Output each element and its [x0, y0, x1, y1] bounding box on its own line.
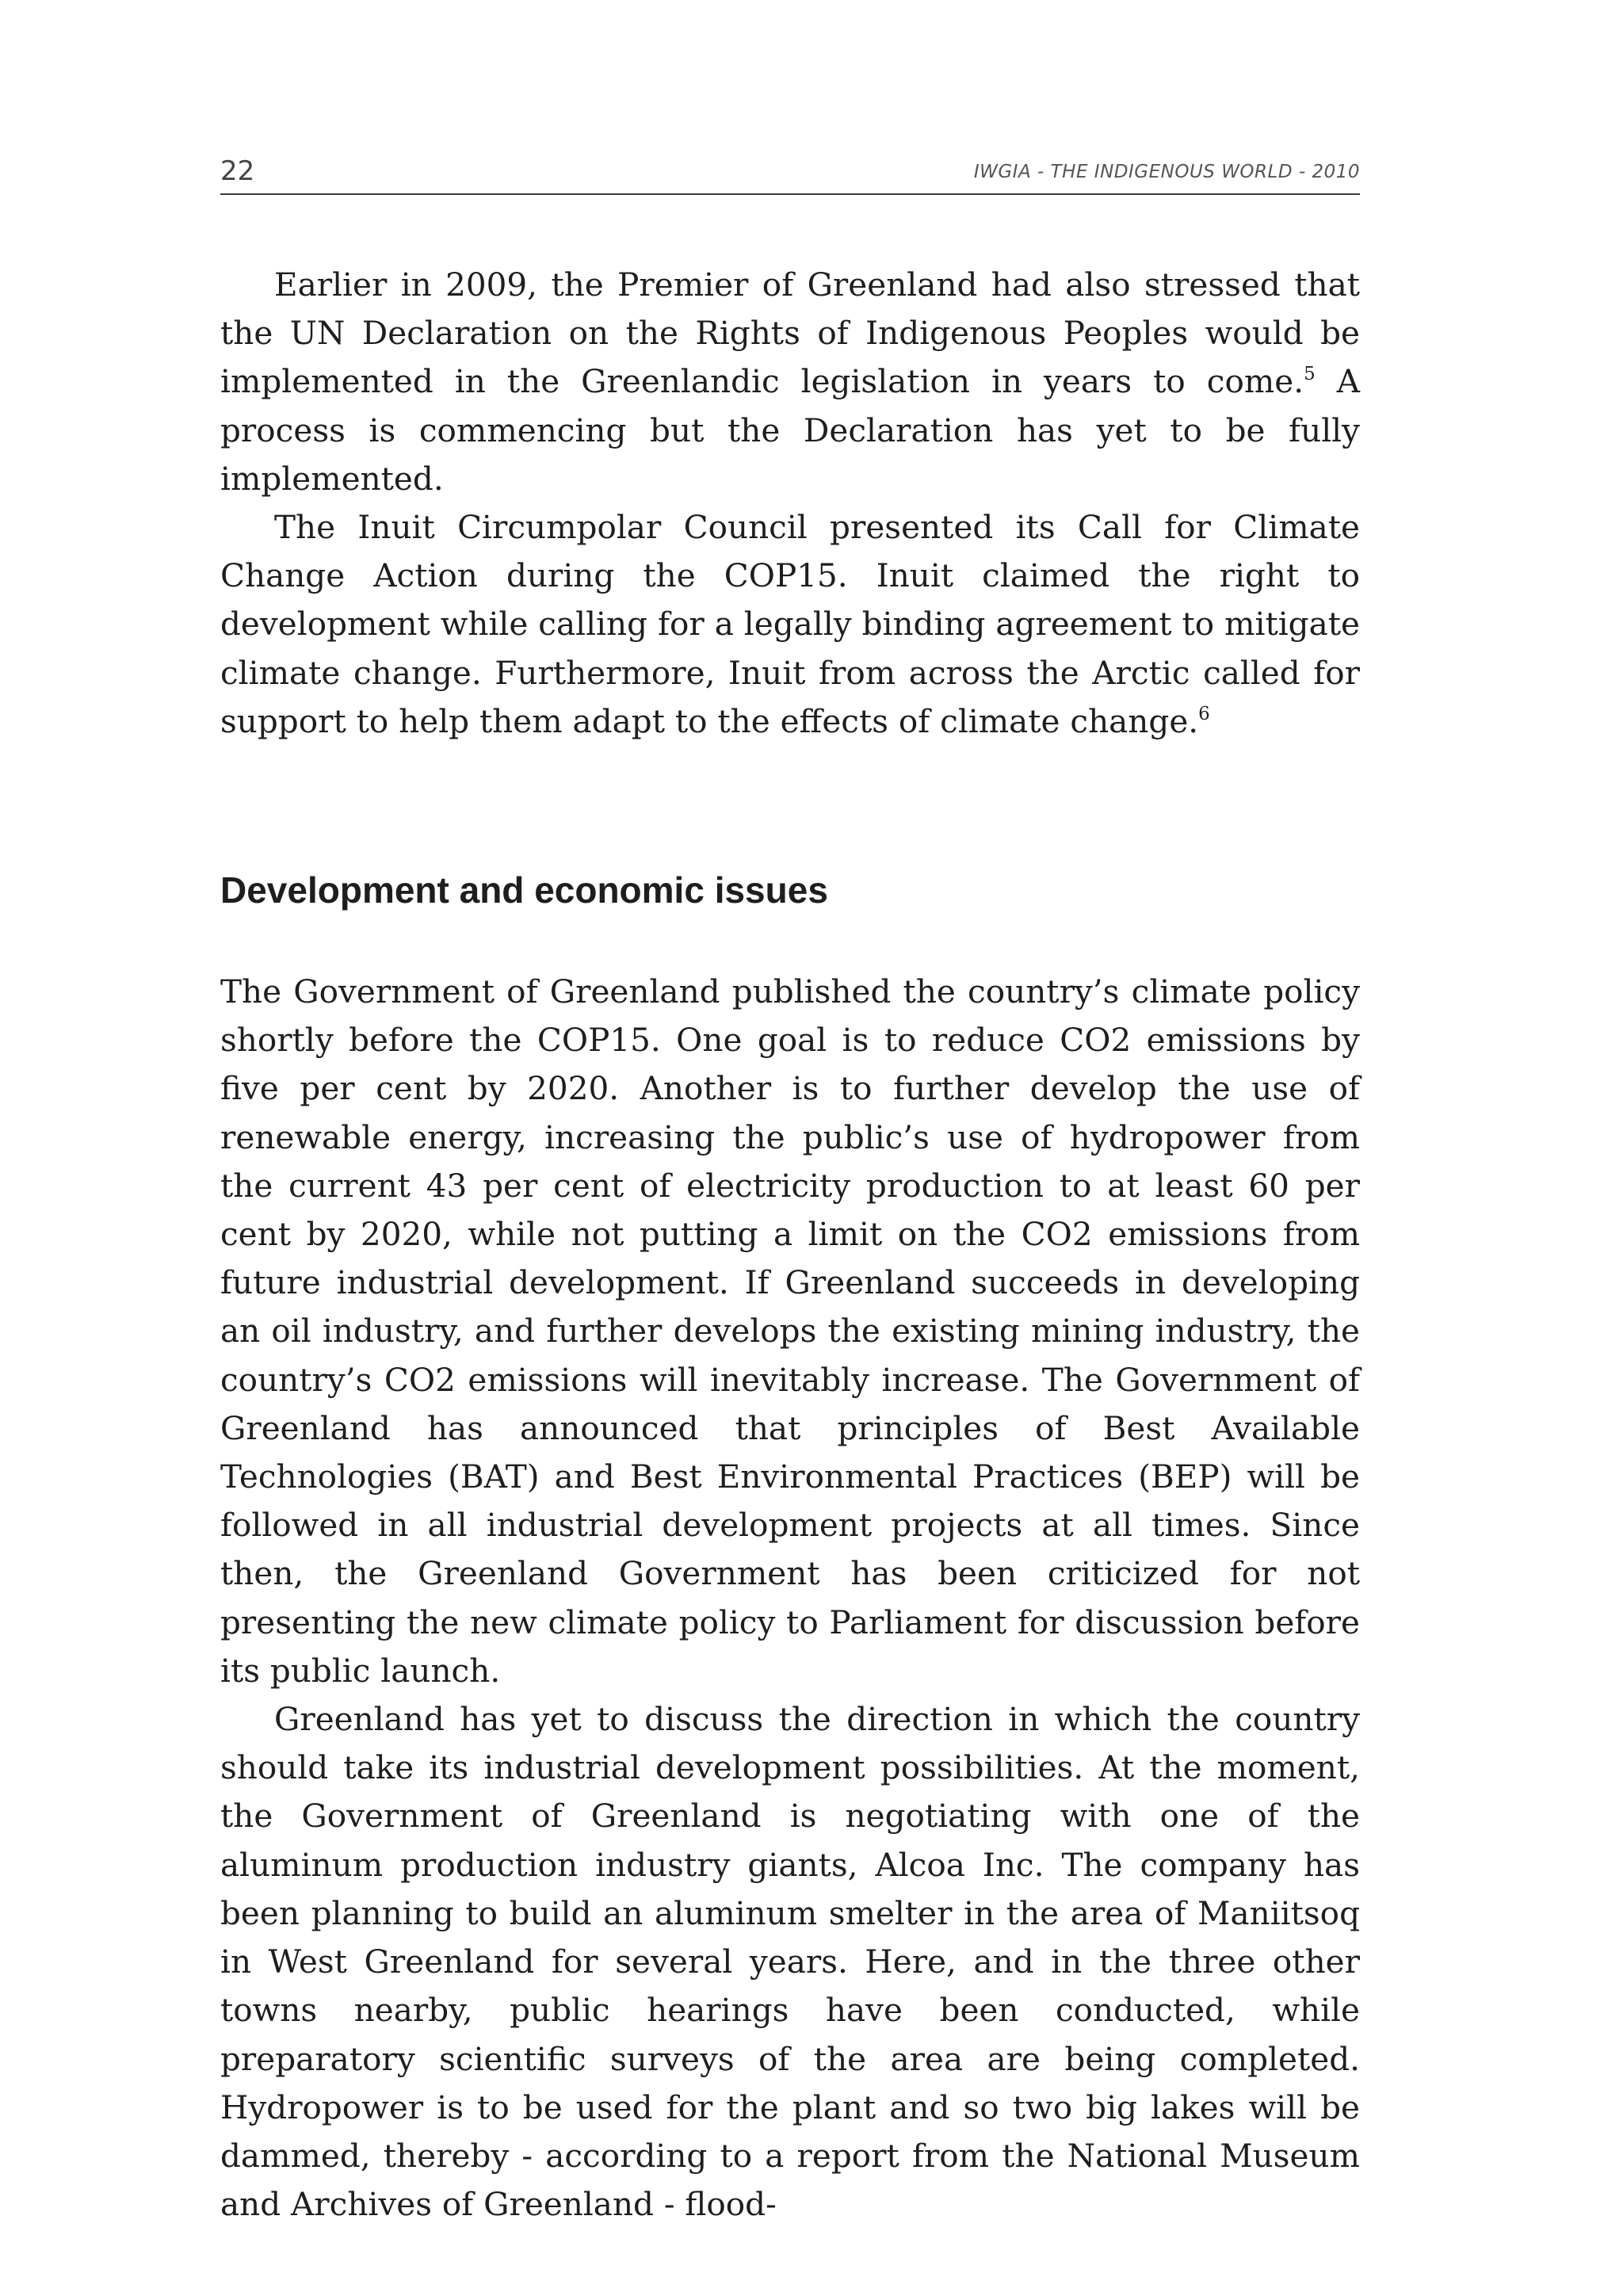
paragraph: Greenland has yet to discuss the direction in which the country should take its industrial development possibilities. At the moment, the Government of Greenland is negotiating with one of the aluminum production industry giants, Alcoa Inc. The company has been planning to build an aluminum smelter in the area of Maniitsoq in West Greenland for several years. Here, and in the three other towns nearby, public hearings have been conducted, while preparatory scientific surveys of the area are being completed. Hydropower is to be used for the plant and so two big lakes will be dammed, thereby - according to a report from the National Museum and Archives of Greenland - flood- [220, 1700, 1360, 2224]
footnote-marker: 6 [1198, 703, 1210, 724]
paragraph [220, 503, 1360, 746]
intro-section [220, 261, 1360, 746]
section-heading: Development and economic issues [220, 869, 828, 911]
footnote-marker: 5 [1304, 364, 1316, 385]
paragraph-text: The Inuit Circumpolar Council presented its Call for Climate Change Action during the COP15. Inuit claimed the right to development while calling for a legally binding agreement to mitigate climate change. Furthermore, Inuit from across the Arctic called for support to help them adapt to the effects of climate change. [220, 508, 1360, 740]
page-number: 22 [220, 155, 255, 187]
development-section [220, 968, 1360, 2229]
paragraph-text: A process is commencing but the Declaration has yet to be fully implemented. [220, 362, 1360, 498]
paragraph-text: Earlier in 2009, the Premier of Greenland had also stressed that the UN Declaration on the Rights of Indigenous Peoples would be implemented in the Greenlandic legislation in years to come. [220, 266, 1360, 401]
paragraph [220, 261, 1360, 503]
book-page [220, 151, 1360, 2229]
paragraph: The Government of Greenland published the country’s climate policy shortly before the COP15. One goal is to reduce CO2 emissions by five per cent by 2020. Another is to further develop the use of renewable energy, increasing the public’s use of hydropower from the current 43 per cent of electricity production to at least 60 per cent by 2020, while not putting a limit on the CO2 emissions from future industrial development. If Greenland succeeds in developing an oil industry, and further develops the existing mining industry, the country’s CO2 emissions will inevitably increase. The Government of Greenland has announced that principles of Best Available Technologies (BAT) and Best Environmental Practices (BEP) will be followed in all industrial development projects at all times. Since then, the Greenland Government has been criticized for not presenting the new climate policy to Parliament for discussion before its public launch. [220, 972, 1360, 1690]
running-header [220, 151, 1360, 195]
running-title: IWGIA - THE INDIGENOUS WORLD - 2010 [973, 162, 1360, 182]
